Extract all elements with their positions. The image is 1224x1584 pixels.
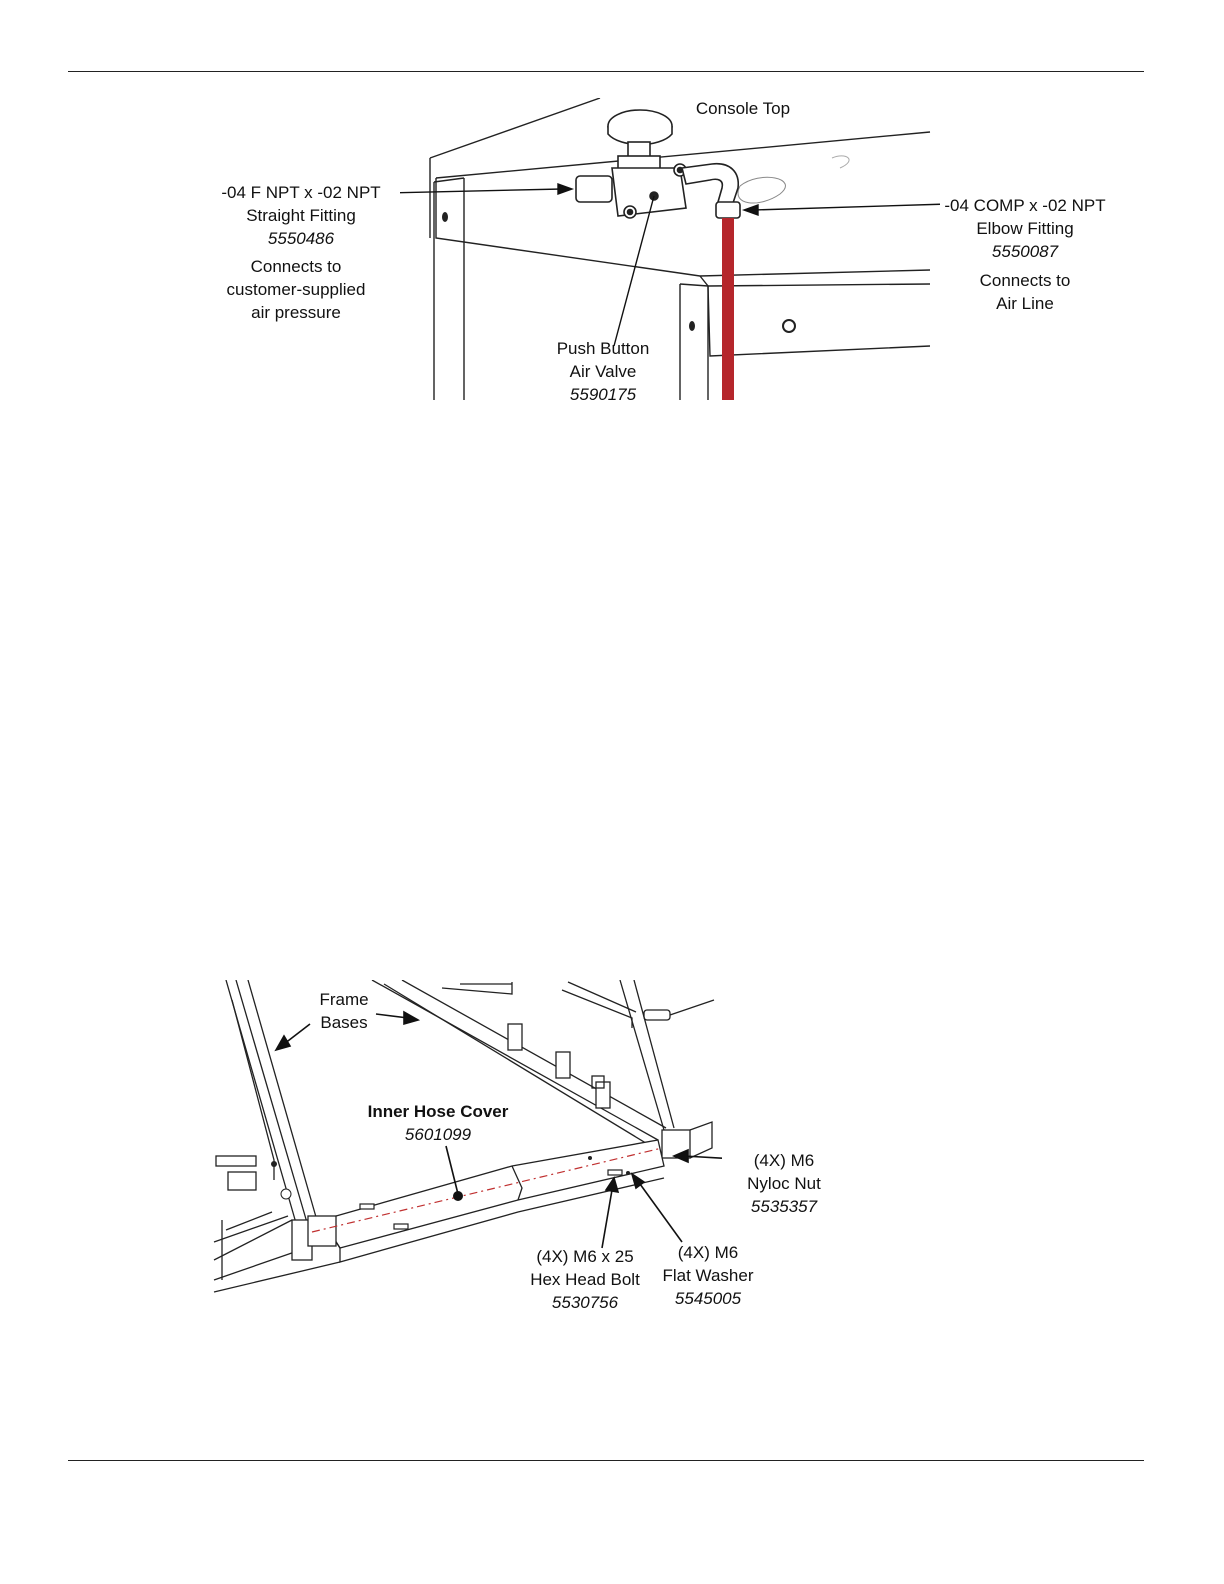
flat-washer-leader [640, 1184, 682, 1242]
flat-washer-part: 5545005 [674, 1289, 742, 1308]
straight-fitting-callout [206, 181, 396, 250]
straight-fitting-leader [400, 189, 562, 193]
hex-bolt-part: 5530756 [551, 1293, 619, 1312]
arrow-head [674, 1150, 688, 1162]
straight-fitting-note [206, 255, 386, 324]
arrow-head [744, 205, 758, 215]
inner-hose-cover-callout [358, 1100, 518, 1146]
arrow-head [558, 184, 572, 194]
bolt [394, 1224, 408, 1229]
flat-washer-type: Flat Washer [662, 1266, 754, 1285]
console-right-top-edge [700, 270, 930, 276]
frame-bases-line-1: Frame [319, 990, 369, 1009]
right-panel-top [680, 284, 708, 286]
header-rule [68, 71, 1144, 72]
arrow-head [404, 1012, 418, 1024]
inner-hose-cover-part: 5601099 [404, 1125, 472, 1144]
elbow-fitting-note [955, 269, 1095, 315]
push-button-part: 5590175 [569, 385, 637, 404]
console-back-edge [430, 98, 600, 158]
elbow-fitting-note-1: Connects to [979, 271, 1071, 290]
hex-bolt-type: Hex Head Bolt [530, 1270, 640, 1289]
nyloc-nut-callout [724, 1149, 844, 1218]
straight-fitting-note-1: Connects to [250, 257, 342, 276]
nyloc-nut-type: Nyloc Nut [747, 1174, 821, 1193]
footer-rule [68, 1460, 1144, 1461]
hardware-dot [281, 1189, 291, 1199]
arrow-head [606, 1178, 618, 1192]
hardware-dot [271, 1161, 277, 1167]
left-panel-top [434, 178, 464, 182]
straight-fitting-part: 5550486 [267, 229, 335, 248]
panel-hole [442, 212, 448, 222]
console-air-valve-figure [400, 98, 940, 400]
hex-bolt-callout [520, 1245, 650, 1314]
inner-hose-cover [322, 1140, 664, 1248]
arrow-head [276, 1036, 290, 1050]
elbow-fitting-type: Elbow Fitting [976, 219, 1074, 238]
bolt [608, 1170, 622, 1175]
frame-bases-line-2: Bases [320, 1013, 368, 1032]
straight-fitting-name: -04 F NPT x -02 NPT [221, 183, 381, 202]
straight-fitting-type: Straight Fitting [246, 206, 356, 225]
push-button-name: Push Button [556, 339, 650, 358]
elbow-fitting [682, 164, 740, 218]
right-frame-upright [620, 980, 664, 1130]
washer [626, 1171, 630, 1175]
elbow-fitting-leader [754, 204, 940, 210]
console-drawing [400, 98, 940, 400]
console-side-edge [700, 276, 930, 356]
inner-hose-cover-title: Inner Hose Cover [367, 1102, 509, 1121]
hex-bolt-size: (4X) M6 x 25 [536, 1247, 634, 1266]
coiled-line-sketch [738, 177, 785, 203]
elbow-fitting-name: -04 COMP x -02 NPT [944, 196, 1106, 215]
frame-bases-callout [304, 988, 384, 1034]
panel-hole [783, 320, 795, 332]
air-hose [722, 218, 734, 400]
flat-washer-callout [648, 1241, 768, 1310]
push-button-callout [543, 337, 663, 406]
nyloc-nut-size: (4X) M6 [753, 1151, 815, 1170]
bolt [360, 1204, 374, 1209]
elbow-fitting-note-2: Air Line [996, 294, 1054, 313]
nyloc-nut-part: 5535357 [750, 1197, 818, 1216]
console-lip-edge [708, 284, 930, 286]
elbow-fitting-callout [930, 194, 1120, 263]
straight-fitting-note-2: customer-supplied [226, 280, 366, 299]
washer [588, 1156, 592, 1160]
faint-sketch [832, 156, 849, 168]
elbow-fitting-part: 5550087 [991, 242, 1059, 261]
flat-washer-size: (4X) M6 [677, 1243, 739, 1262]
push-button-type: Air Valve [569, 362, 637, 381]
console-top-label: Console Top [695, 99, 791, 118]
push-button-leader [614, 196, 654, 346]
panel-hole [689, 321, 695, 331]
hex-bolt-leader [602, 1190, 612, 1248]
straight-fitting-note-3: air pressure [251, 303, 341, 322]
